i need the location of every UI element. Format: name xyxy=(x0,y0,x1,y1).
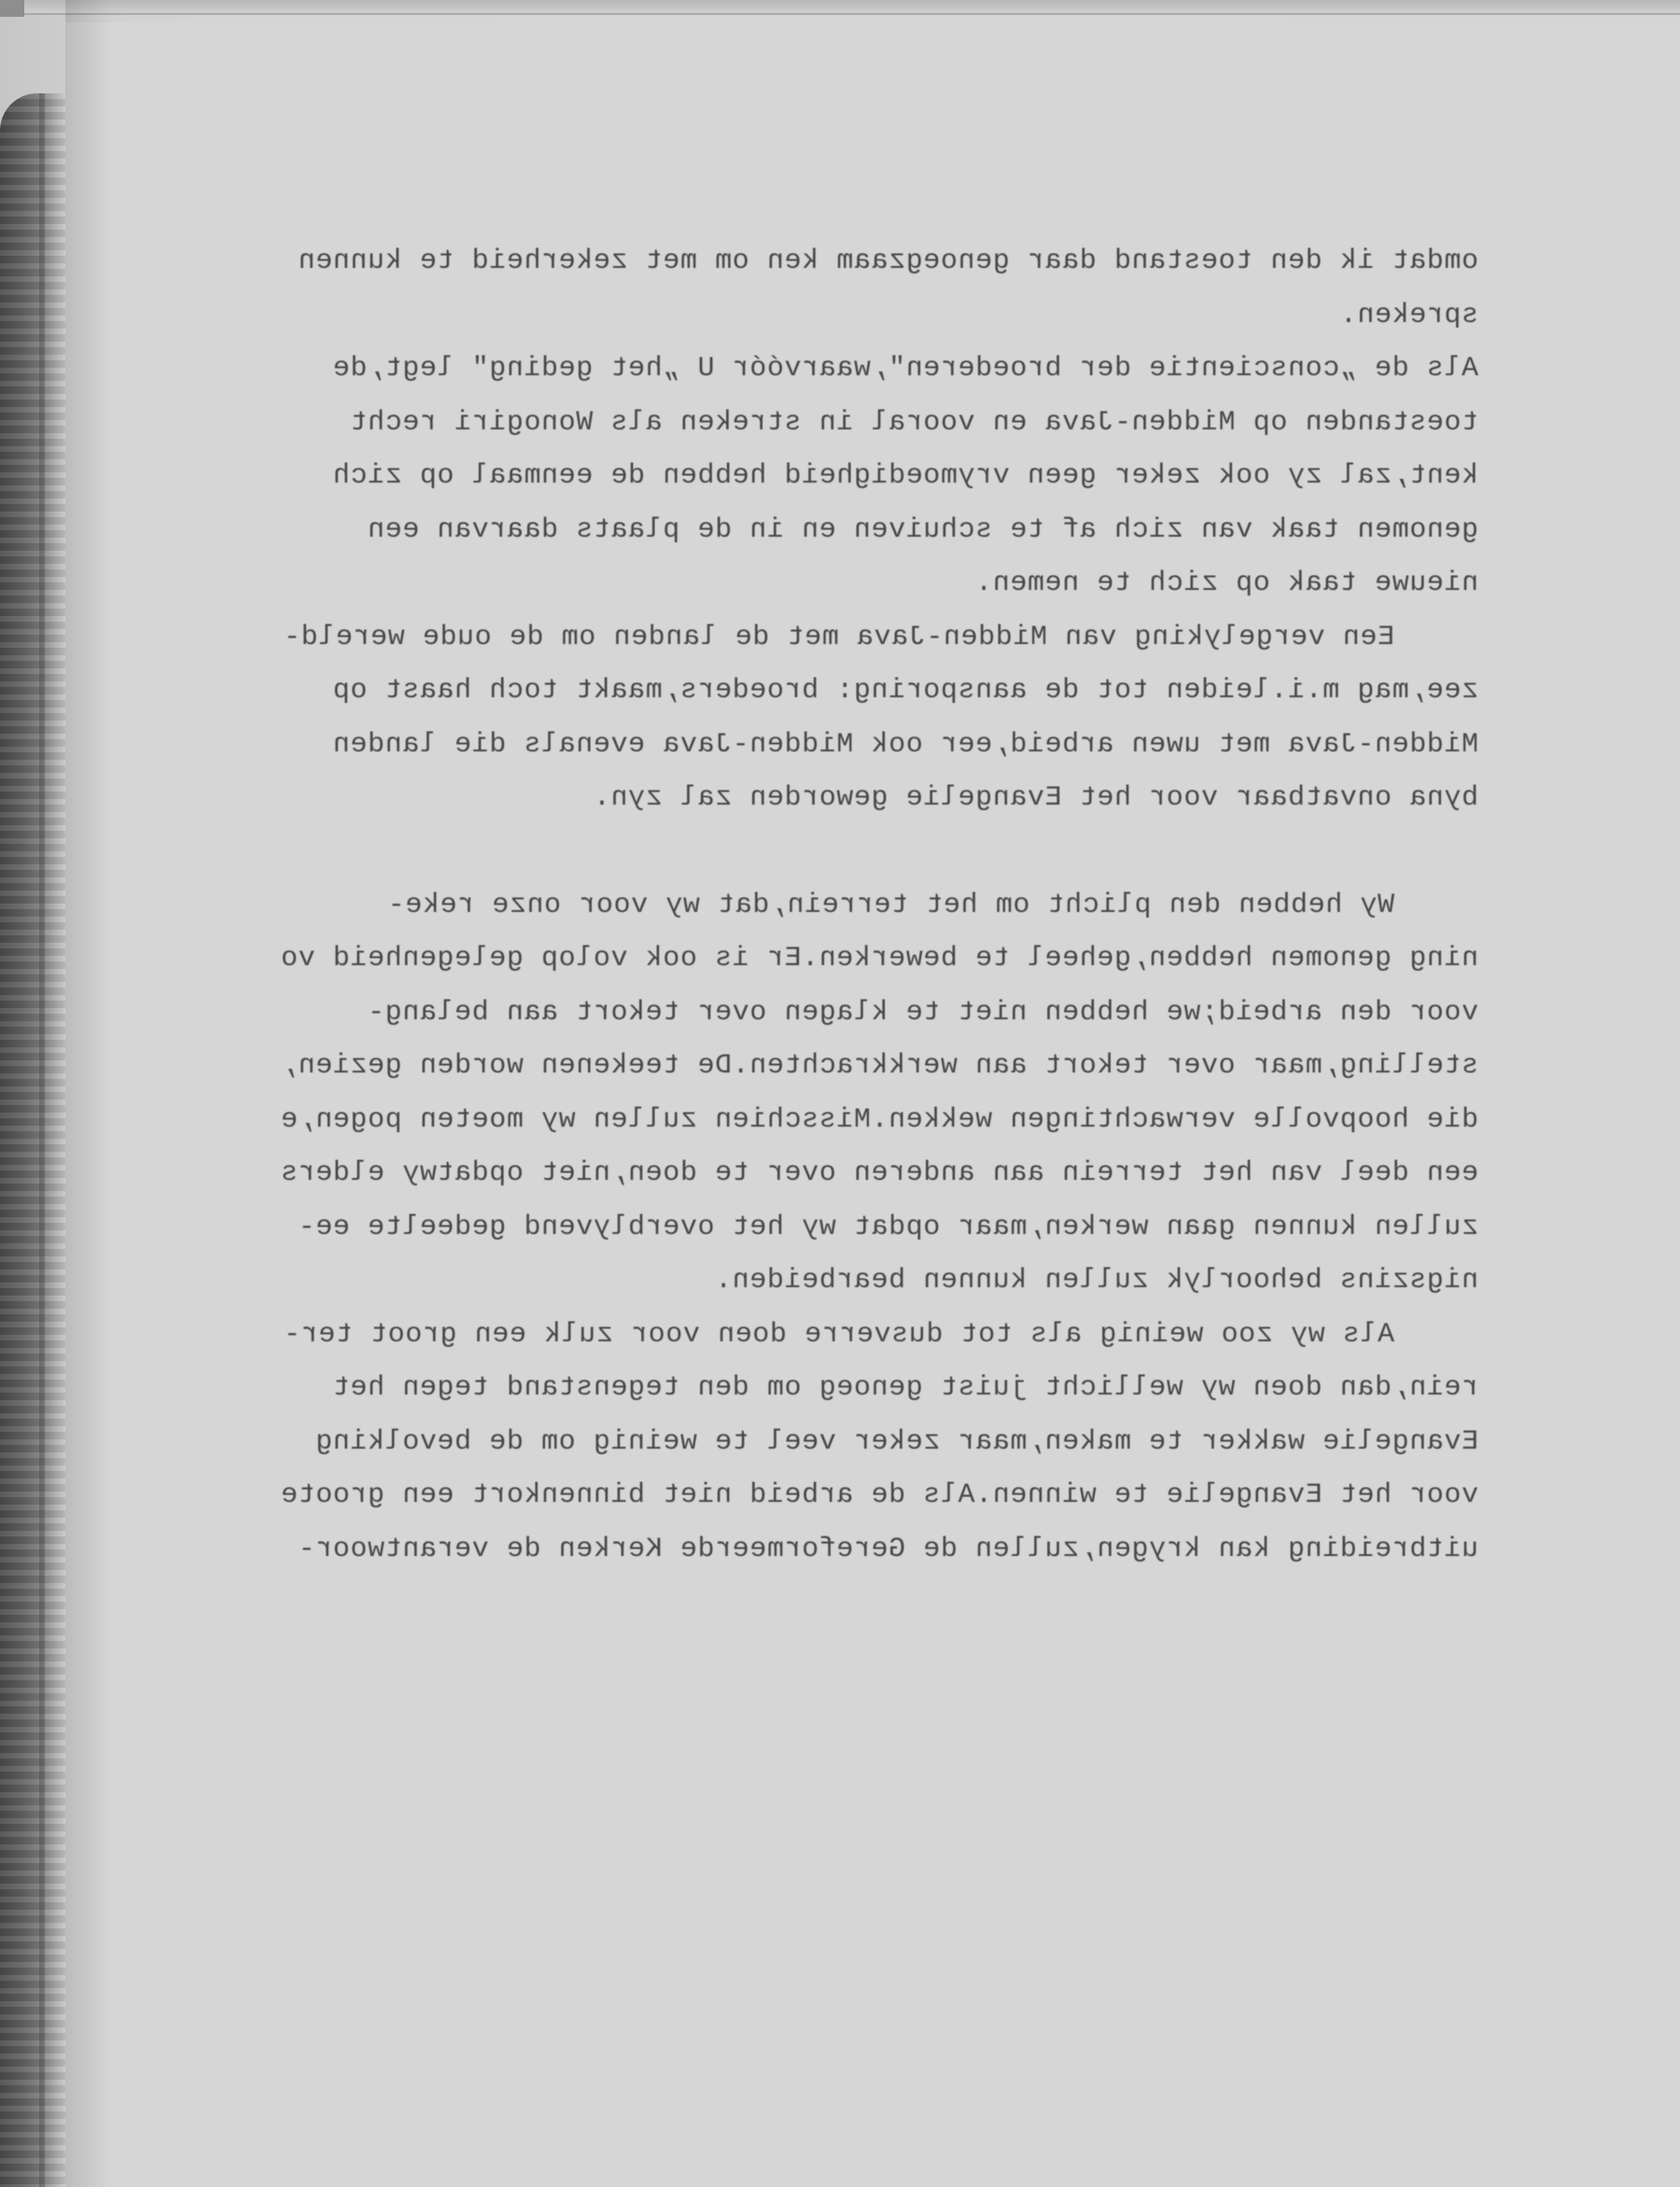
text-line: stelling,maar over tekort aan werkkrachten.De teekenen worden gezien, xyxy=(280,1050,1478,1082)
book-binding xyxy=(0,93,65,2187)
corner-mark xyxy=(0,0,24,17)
text-line: Wy hebben den plicht om het terrein,dat wy voor onze reke- xyxy=(387,889,1394,921)
mirrored-typewritten-text xyxy=(116,235,1478,1577)
text-line: genomen taak van zich af te schuiven en in de plaats daarvan een xyxy=(367,513,1478,546)
text-line: nigszins behoorlyk zullen kunnen bearbeiden. xyxy=(714,1265,1478,1297)
text-line: die hoopvolle verwachtingen wekken.Misschien zullen wy moeten pogen,e xyxy=(280,1103,1478,1136)
fold-shadow xyxy=(65,0,112,2187)
text-line: byna onvatbaar voor het Evangelie geworden zal zyn. xyxy=(593,782,1478,814)
text-line: zullen kunnen gaan werken,maar opdat wy het overblyvend gedeelte ee- xyxy=(298,1211,1478,1243)
text-line: Als wy zoo weinig als tot dusverre doen voor zulk een groot ter- xyxy=(283,1318,1394,1351)
text-line: omdat ik den toestand daar genoegzaam ken om met zekerheid te kunnen xyxy=(298,245,1478,277)
text-line: toestanden op Midden-Java en vooral in streken als Wonogiri recht xyxy=(349,406,1478,439)
paragraph-gap xyxy=(116,826,1478,879)
top-edge xyxy=(0,0,1680,15)
text-line: voor den arbeid;we hebben niet te klagen over tekort aan belang- xyxy=(367,996,1478,1029)
text-line: kent,zal zy ook zeker geen vrymoedigheid hebben de eenmaal op zich xyxy=(332,460,1478,492)
text-line: rein,dan doen wy wellicht juist genoeg om den tegenstand tegen het xyxy=(332,1372,1478,1404)
text-line: spreken. xyxy=(1339,299,1478,331)
text-line: ning genomen hebben,geheel te bewerken.Er is ook volop gelegenheid vo xyxy=(280,943,1478,974)
text-line: nieuwe taak op zich te nemen. xyxy=(974,568,1478,599)
text-line: uitbreiding kan krygen,zullen de Gereformeerde Kerken de verantwoor- xyxy=(298,1533,1478,1565)
text-line: Als de „conscientie der broederen",waarvóór U „het geding" legt,de xyxy=(332,353,1478,385)
text-line: Midden-Java met uwen arbeid,eer ook Midden-Java evenals die landen xyxy=(332,728,1478,761)
text-line: Evangelie wakker te maken,maar zeker veel te weinig om de bevolking xyxy=(315,1425,1478,1458)
text-line: een deel van het terrein aan anderen over te doen,niet opdatwy elders xyxy=(280,1157,1478,1189)
text-line: voor het Evangelie te winnen.Als de arbeid niet binnenkort een groote xyxy=(280,1479,1478,1511)
text-line: Een vergelyking van Midden-Java met de landen om de oude wereld- xyxy=(283,621,1394,653)
text-line: zee,mag m.i.leiden tot de aansporing: broeders,maakt toch haast op xyxy=(332,675,1478,707)
